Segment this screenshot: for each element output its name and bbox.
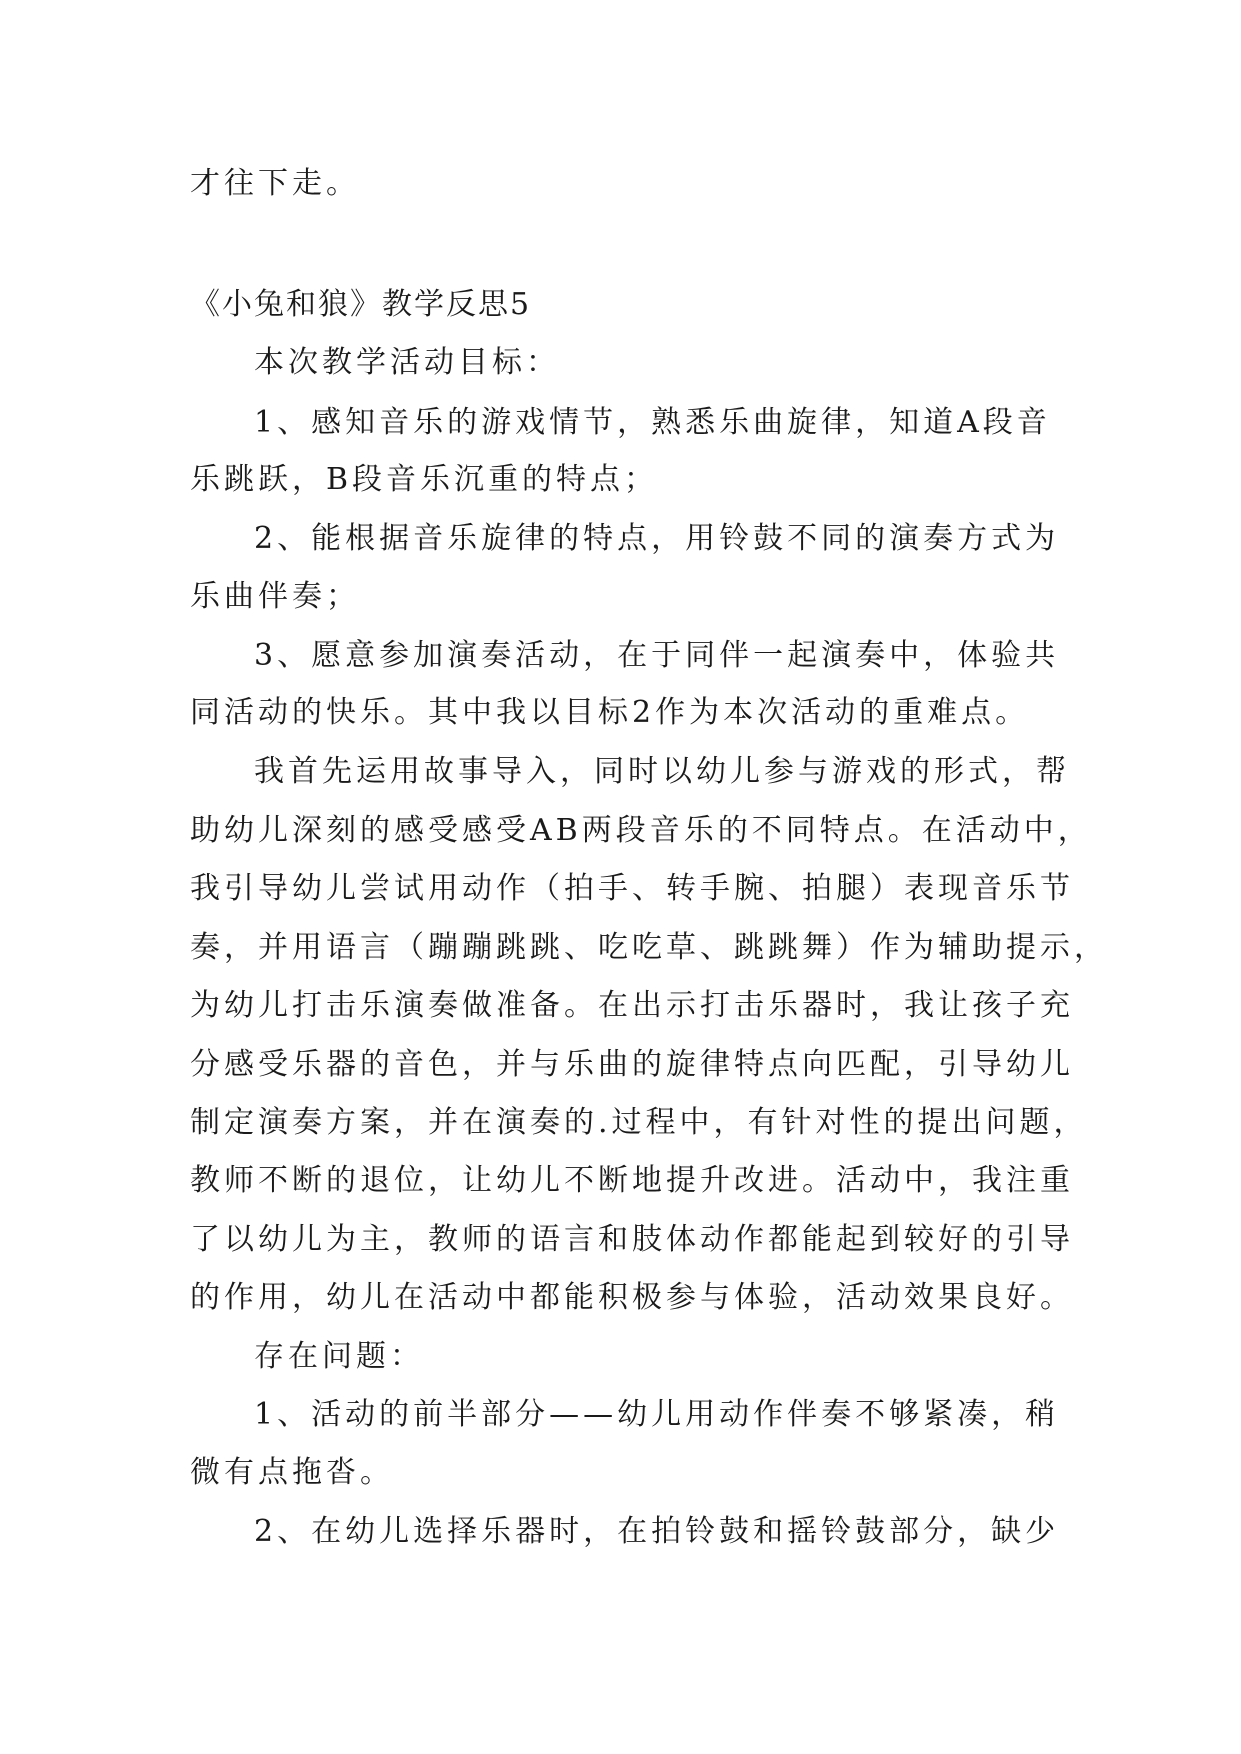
problem-1-line-2: 微有点拖沓。 bbox=[190, 1455, 394, 1490]
goal-3-line-1: 3、愿意参加演奏活动，在于同伴一起演奏中，体验共 bbox=[254, 638, 1060, 673]
goal-1-line-1: 1、感知音乐的游戏情节，熟悉乐曲旋律，知道A段音 bbox=[254, 405, 1051, 440]
body-line-6: 分感受乐器的音色，并与乐曲的旋律特点向匹配，引导幼儿 bbox=[190, 1047, 1074, 1082]
continuation-line: 才往下走。 bbox=[190, 166, 360, 201]
body-line-9: 了以幼儿为主，教师的语言和肢体动作都能起到较好的引导 bbox=[190, 1222, 1074, 1257]
body-line-10: 的作用，幼儿在活动中都能积极参与体验，活动效果良好。 bbox=[190, 1280, 1074, 1315]
goal-2-line-1: 2、能根据音乐旋律的特点，用铃鼓不同的演奏方式为 bbox=[254, 521, 1060, 556]
body-line-5: 为幼儿打击乐演奏做准备。在出示打击乐器时，我让孩子充 bbox=[190, 988, 1074, 1023]
problems-heading: 存在问题： bbox=[254, 1339, 424, 1374]
body-line-3: 我引导幼儿尝试用动作（拍手、转手腕、拍腿）表现音乐节 bbox=[190, 871, 1074, 906]
body-line-1: 我首先运用故事导入，同时以幼儿参与游戏的形式，帮 bbox=[254, 754, 1070, 789]
body-line-2: 助幼儿深刻的感受感受AB两段音乐的不同特点。在活动中， bbox=[190, 813, 1092, 848]
goal-3-line-2: 同活动的快乐。其中我以目标2作为本次活动的重难点。 bbox=[190, 695, 1030, 730]
body-line-7: 制定演奏方案，并在演奏的.过程中，有针对性的提出问题， bbox=[190, 1105, 1088, 1140]
body-line-8: 教师不断的退位，让幼儿不断地提升改进。活动中，我注重 bbox=[190, 1163, 1074, 1198]
paragraph-goals-intro: 本次教学活动目标： bbox=[254, 345, 560, 380]
problem-2-line-1: 2、在幼儿选择乐器时，在拍铃鼓和摇铃鼓部分，缺少 bbox=[254, 1514, 1060, 1549]
section-title: 《小兔和狼》教学反思5 bbox=[190, 287, 532, 322]
problem-1-line-1: 1、活动的前半部分——幼儿用动作伴奏不够紧凑，稍 bbox=[254, 1397, 1060, 1432]
body-line-4: 奏，并用语言（蹦蹦跳跳、吃吃草、跳跳舞）作为辅助提示， bbox=[190, 930, 1108, 965]
goal-2-line-2: 乐曲伴奏； bbox=[190, 579, 360, 614]
goal-1-line-2: 乐跳跃，B段音乐沉重的特点； bbox=[190, 462, 659, 497]
